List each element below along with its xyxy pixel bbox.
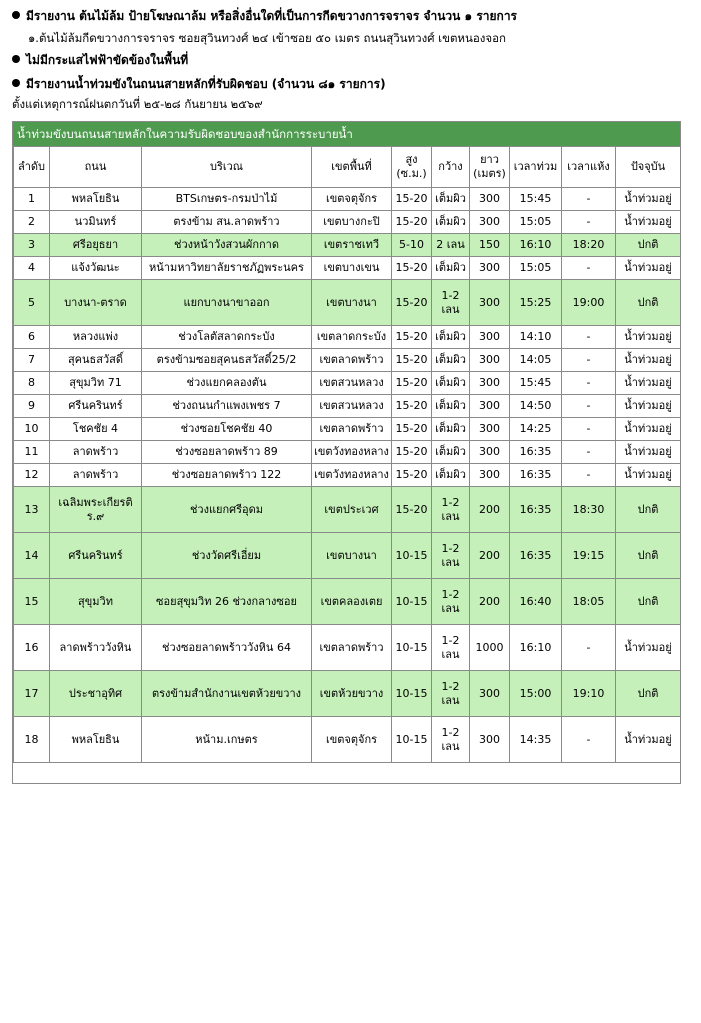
bullet-obstruction — [12, 8, 517, 24]
cell-no: 14 — [14, 533, 50, 579]
cell-road: ลาดพร้าววังหิน — [50, 625, 142, 671]
cell-depth: 15-20 — [392, 280, 432, 326]
table-row — [14, 257, 681, 280]
cell-road: ลาดพร้าว — [50, 441, 142, 464]
cell-dry-time: - — [562, 418, 616, 441]
cell-depth: 15-20 — [392, 326, 432, 349]
cell-status: น้ำท่วมอยู่ — [616, 211, 681, 234]
cell-no: 9 — [14, 395, 50, 418]
cell-length: 300 — [470, 717, 510, 763]
cell-area: ช่วงซอยโชคชัย 40 — [142, 418, 312, 441]
table-row — [14, 349, 681, 372]
cell-flood-time: 15:00 — [510, 671, 562, 717]
cell-length: 200 — [470, 487, 510, 533]
cell-dry-time: - — [562, 441, 616, 464]
bullet-dot-icon — [12, 11, 20, 19]
table-body — [14, 188, 681, 763]
cell-dry-time: - — [562, 372, 616, 395]
cell-road: พหลโยธิน — [50, 717, 142, 763]
header-cell: ลำดับ — [14, 147, 50, 188]
cell-district: เขตสวนหลวง — [312, 372, 392, 395]
cell-depth: 10-15 — [392, 671, 432, 717]
cell-no: 15 — [14, 579, 50, 625]
table-row — [14, 533, 681, 579]
cell-flood-time: 16:10 — [510, 625, 562, 671]
cell-dry-time: - — [562, 211, 616, 234]
cell-flood-time: 16:35 — [510, 441, 562, 464]
table-title: น้ำท่วมขังบนถนนสายหลักในความรับผิดชอบของสำนักการระบายน้ำ — [13, 122, 680, 146]
cell-no: 13 — [14, 487, 50, 533]
header-cell: เวลาแห้ง — [562, 147, 616, 188]
cell-flood-time: 14:05 — [510, 349, 562, 372]
cell-depth: 15-20 — [392, 349, 432, 372]
cell-district: เขตประเวศ — [312, 487, 392, 533]
cell-length: 300 — [470, 211, 510, 234]
cell-width: เต็มผิว — [432, 349, 470, 372]
cell-dry-time: - — [562, 625, 616, 671]
cell-length: 300 — [470, 441, 510, 464]
cell-dry-time: 18:20 — [562, 234, 616, 257]
table-row — [14, 441, 681, 464]
cell-area: ซอยสุขุมวิท 26 ช่วงกลางซอย — [142, 579, 312, 625]
cell-length: 300 — [470, 349, 510, 372]
cell-no: 18 — [14, 717, 50, 763]
cell-length: 300 — [470, 372, 510, 395]
cell-status: ปกติ — [616, 671, 681, 717]
cell-status: น้ำท่วมอยู่ — [616, 418, 681, 441]
cell-width: 1-2 เลน — [432, 579, 470, 625]
cell-district: เขตบางเขน — [312, 257, 392, 280]
cell-depth: 15-20 — [392, 418, 432, 441]
cell-status: ปกติ — [616, 280, 681, 326]
cell-flood-time: 15:05 — [510, 211, 562, 234]
cell-depth: 10-15 — [392, 625, 432, 671]
cell-dry-time: 19:10 — [562, 671, 616, 717]
cell-depth: 15-20 — [392, 211, 432, 234]
cell-status: น้ำท่วมอยู่ — [616, 625, 681, 671]
cell-depth: 15-20 — [392, 372, 432, 395]
cell-road: ศรีนครินทร์ — [50, 395, 142, 418]
cell-length: 300 — [470, 395, 510, 418]
header-cell: ปัจจุบัน — [616, 147, 681, 188]
cell-status: น้ำท่วมอยู่ — [616, 372, 681, 395]
cell-no: 8 — [14, 372, 50, 395]
table-row — [14, 625, 681, 671]
cell-area: หน้าม.เกษตร — [142, 717, 312, 763]
cell-width: 1-2 เลน — [432, 487, 470, 533]
cell-length: 300 — [470, 188, 510, 211]
cell-width: เต็มผิว — [432, 188, 470, 211]
cell-flood-time: 16:40 — [510, 579, 562, 625]
cell-status: น้ำท่วมอยู่ — [616, 441, 681, 464]
cell-length: 1000 — [470, 625, 510, 671]
cell-district: เขตจตุจักร — [312, 188, 392, 211]
cell-district: เขตบางนา — [312, 280, 392, 326]
cell-area: หน้ามหาวิทยาลัยราชภัฏพระนคร — [142, 257, 312, 280]
table-row — [14, 234, 681, 257]
cell-status: ปกติ — [616, 234, 681, 257]
cell-road: ลาดพร้าว — [50, 464, 142, 487]
cell-road: สุขุมวิท — [50, 579, 142, 625]
cell-area: ช่วงถนนกำแพงเพชร 7 — [142, 395, 312, 418]
bullet-obstruction-text: มีรายงาน ต้นไม้ล้ม ป้ายโฆษณาล้ม หรือสิ่งอื่นใดที่เป็นการกีดขวางการจราจร จำนวน ๑ รายการ — [26, 9, 518, 23]
cell-dry-time: - — [562, 257, 616, 280]
cell-flood-time: 16:35 — [510, 533, 562, 579]
cell-no: 3 — [14, 234, 50, 257]
cell-road: เฉลิมพระเกียรติ ร.๙ — [50, 487, 142, 533]
bullet-flood — [12, 76, 386, 92]
table-row — [14, 326, 681, 349]
table-row — [14, 717, 681, 763]
cell-length: 200 — [470, 579, 510, 625]
cell-flood-time: 14:10 — [510, 326, 562, 349]
cell-dry-time: 18:05 — [562, 579, 616, 625]
cell-flood-time: 15:05 — [510, 257, 562, 280]
cell-flood-time: 14:35 — [510, 717, 562, 763]
cell-flood-time: 14:25 — [510, 418, 562, 441]
cell-district: เขตลาดพร้าว — [312, 349, 392, 372]
bullet-power — [12, 52, 188, 68]
cell-width: 2 เลน — [432, 234, 470, 257]
cell-no: 4 — [14, 257, 50, 280]
cell-flood-time: 15:45 — [510, 372, 562, 395]
header-cell: สูง (ซ.ม.) — [392, 147, 432, 188]
cell-width: 1-2 เลน — [432, 671, 470, 717]
cell-dry-time: 19:00 — [562, 280, 616, 326]
bullet-dot-icon — [12, 55, 20, 63]
header-cell: บริเวณ — [142, 147, 312, 188]
table-row — [14, 579, 681, 625]
cell-no: 7 — [14, 349, 50, 372]
cell-length: 300 — [470, 464, 510, 487]
cell-area: ช่วงแยกคลองตัน — [142, 372, 312, 395]
header-cell: ยาว (เมตร) — [470, 147, 510, 188]
cell-length: 300 — [470, 418, 510, 441]
cell-area: ตรงข้ามซอยสุคนธสวัสดิ์25/2 — [142, 349, 312, 372]
cell-flood-time: 15:45 — [510, 188, 562, 211]
cell-status: น้ำท่วมอยู่ — [616, 326, 681, 349]
cell-area: ตรงข้าม สน.ลาดพร้าว — [142, 211, 312, 234]
flood-table — [13, 146, 681, 763]
cell-status: ปกติ — [616, 579, 681, 625]
cell-length: 200 — [470, 533, 510, 579]
cell-district: เขตบางกะปิ — [312, 211, 392, 234]
table-row — [14, 395, 681, 418]
cell-depth: 15-20 — [392, 464, 432, 487]
cell-depth: 5-10 — [392, 234, 432, 257]
cell-road: ศรีอยุธยา — [50, 234, 142, 257]
cell-length: 300 — [470, 280, 510, 326]
cell-area: ตรงข้ามสำนักงานเขตห้วยขวาง — [142, 671, 312, 717]
cell-area: ช่วงโลตัสลาดกระบัง — [142, 326, 312, 349]
cell-area: ช่วงซอยลาดพร้าววังหิน 64 — [142, 625, 312, 671]
cell-area: BTSเกษตร-กรมป่าไม้ — [142, 188, 312, 211]
table-row — [14, 464, 681, 487]
cell-status: น้ำท่วมอยู่ — [616, 188, 681, 211]
cell-road: โชคชัย 4 — [50, 418, 142, 441]
obstruction-detail: ๑.ต้นไม้ล้มกีดขวางการจราจร ซอยสุวินทวงศ์ ๒๔ เข้าซอย ๕๐ เมตร ถนนสุวินทวงศ์ เขตหนองจอก — [28, 31, 506, 45]
cell-district: เขตสวนหลวง — [312, 395, 392, 418]
bullet-power-text: ไม่มีกระแสไฟฟ้าขัดข้องในพื้นที่ — [26, 53, 189, 67]
cell-depth: 10-15 — [392, 579, 432, 625]
cell-status: น้ำท่วมอยู่ — [616, 395, 681, 418]
cell-status: ปกติ — [616, 533, 681, 579]
cell-district: เขตลาดพร้าว — [312, 625, 392, 671]
cell-road: ประชาอุทิศ — [50, 671, 142, 717]
cell-length: 150 — [470, 234, 510, 257]
cell-dry-time: 19:15 — [562, 533, 616, 579]
cell-depth: 10-15 — [392, 717, 432, 763]
cell-dry-time: - — [562, 349, 616, 372]
cell-width: เต็มผิว — [432, 326, 470, 349]
cell-no: 5 — [14, 280, 50, 326]
cell-no: 6 — [14, 326, 50, 349]
header-cell: ถนน — [50, 147, 142, 188]
cell-no: 2 — [14, 211, 50, 234]
cell-status: ปกติ — [616, 487, 681, 533]
cell-district: เขตราชเทวี — [312, 234, 392, 257]
cell-depth: 15-20 — [392, 487, 432, 533]
cell-road: หลวงแพ่ง — [50, 326, 142, 349]
cell-no: 16 — [14, 625, 50, 671]
table-row — [14, 487, 681, 533]
cell-width: 1-2 เลน — [432, 533, 470, 579]
cell-depth: 15-20 — [392, 188, 432, 211]
cell-no: 1 — [14, 188, 50, 211]
table-row — [14, 280, 681, 326]
cell-flood-time: 16:35 — [510, 487, 562, 533]
cell-flood-time: 16:10 — [510, 234, 562, 257]
table-row — [14, 211, 681, 234]
bullet-dot-icon — [12, 79, 20, 87]
cell-width: 1-2 เลน — [432, 280, 470, 326]
cell-road: นวมินทร์ — [50, 211, 142, 234]
cell-area: ช่วงซอยลาดพร้าว 122 — [142, 464, 312, 487]
cell-no: 17 — [14, 671, 50, 717]
cell-area: ช่วงซอยลาดพร้าว 89 — [142, 441, 312, 464]
header-cell: กว้าง — [432, 147, 470, 188]
cell-width: เต็มผิว — [432, 257, 470, 280]
cell-depth: 15-20 — [392, 257, 432, 280]
period-text: ตั้งแต่เหตุการณ์ฝนตกวันที่ ๒๕-๒๘ กันยายน ๒๕๖๙ — [12, 97, 263, 111]
cell-status: น้ำท่วมอยู่ — [616, 717, 681, 763]
cell-flood-time: 14:50 — [510, 395, 562, 418]
cell-district: เขตลาดกระบัง — [312, 326, 392, 349]
cell-road: สุขุมวิท 71 — [50, 372, 142, 395]
cell-district: เขตคลองเตย — [312, 579, 392, 625]
table-row — [14, 372, 681, 395]
table-row — [14, 418, 681, 441]
cell-status: น้ำท่วมอยู่ — [616, 464, 681, 487]
header-cell: เวลาท่วม — [510, 147, 562, 188]
cell-flood-time: 16:35 — [510, 464, 562, 487]
cell-dry-time: - — [562, 464, 616, 487]
cell-district: เขตลาดพร้าว — [312, 418, 392, 441]
cell-width: 1-2 เลน — [432, 717, 470, 763]
cell-road: พหลโยธิน — [50, 188, 142, 211]
cell-district: เขตบางนา — [312, 533, 392, 579]
cell-depth: 15-20 — [392, 441, 432, 464]
table-header-row — [14, 147, 681, 188]
cell-length: 300 — [470, 326, 510, 349]
cell-area: แยกบางนาขาออก — [142, 280, 312, 326]
cell-road: ศรีนครินทร์ — [50, 533, 142, 579]
cell-width: เต็มผิว — [432, 464, 470, 487]
cell-dry-time: 18:30 — [562, 487, 616, 533]
cell-road: บางนา-ตราด — [50, 280, 142, 326]
cell-dry-time: - — [562, 188, 616, 211]
cell-dry-time: - — [562, 326, 616, 349]
cell-width: เต็มผิว — [432, 395, 470, 418]
cell-no: 12 — [14, 464, 50, 487]
cell-no: 10 — [14, 418, 50, 441]
table-row — [14, 671, 681, 717]
header-cell: เขตพื้นที่ — [312, 147, 392, 188]
cell-area: ช่วงหน้าวังสวนผักกาด — [142, 234, 312, 257]
cell-area: ช่วงแยกศรีอุดม — [142, 487, 312, 533]
cell-width: เต็มผิว — [432, 441, 470, 464]
cell-width: เต็มผิว — [432, 418, 470, 441]
cell-no: 11 — [14, 441, 50, 464]
cell-depth: 15-20 — [392, 395, 432, 418]
cell-depth: 10-15 — [392, 533, 432, 579]
cell-area: ช่วงวัดศรีเอี่ยม — [142, 533, 312, 579]
cell-road: แจ้งวัฒนะ — [50, 257, 142, 280]
cell-status: น้ำท่วมอยู่ — [616, 257, 681, 280]
cell-width: เต็มผิว — [432, 211, 470, 234]
cell-district: เขตห้วยขวาง — [312, 671, 392, 717]
cell-status: น้ำท่วมอยู่ — [616, 349, 681, 372]
cell-district: เขตวังทองหลาง — [312, 464, 392, 487]
cell-road: สุคนธสวัสดิ์ — [50, 349, 142, 372]
table-row — [14, 188, 681, 211]
cell-district: เขตจตุจักร — [312, 717, 392, 763]
cell-length: 300 — [470, 671, 510, 717]
cell-length: 300 — [470, 257, 510, 280]
cell-width: 1-2 เลน — [432, 625, 470, 671]
cell-dry-time: - — [562, 717, 616, 763]
cell-width: เต็มผิว — [432, 372, 470, 395]
cell-dry-time: - — [562, 395, 616, 418]
cell-flood-time: 15:25 — [510, 280, 562, 326]
cell-district: เขตวังทองหลาง — [312, 441, 392, 464]
bullet-flood-text: มีรายงานน้ำท่วมขังในถนนสายหลักที่รับผิดชอบ (จำนวน ๘๑ รายการ) — [26, 77, 386, 91]
